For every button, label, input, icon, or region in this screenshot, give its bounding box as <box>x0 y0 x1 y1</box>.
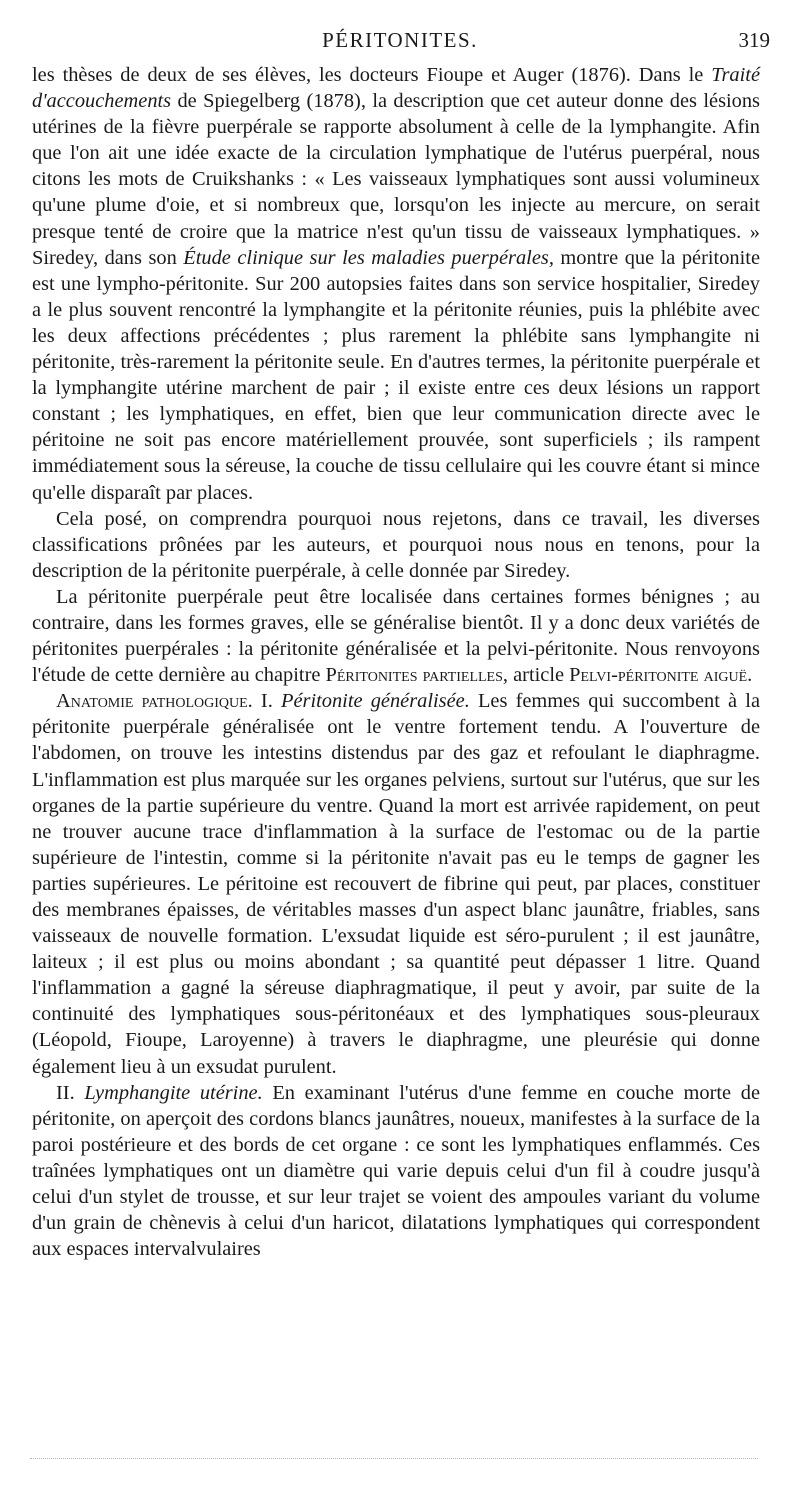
book-title-etude: Étude clinique sur les maladies puerpérales, <box>183 246 554 269</box>
paragraph-4 <box>32 688 760 1079</box>
paragraph-3-text-c: , article <box>502 664 570 687</box>
page-number: 319 <box>738 28 770 52</box>
subsection-heading-peritonite: Péritonite généralisée. <box>281 690 470 713</box>
section-heading-anatomie: Anatomie pathologique <box>56 690 248 713</box>
paragraph-1 <box>32 62 760 506</box>
paragraph-3-text-a: La péritonite puerpérale peut être localisée dans certaines formes bénignes ; au contraire, dans les formes graves, elle se généralise bientôt. Il y a donc deux variétés de péritonites puerpérales : la péritonite généralisée et la pelvi-péritonite. Nous renvoyons l'étude de cette dernière au chapitre <box>32 585 760 687</box>
body-text <box>32 62 760 1262</box>
subsection-heading-lymphangite: Lymphangite utérine. <box>84 1081 263 1104</box>
paragraph-3-text-e: . <box>747 664 753 687</box>
paragraph-5-text-c: En examinant l'utérus d'une femme en couche morte de péritonite, on aperçoit des cordons blancs jaunâtres, noueux, manifestes à la surface de la paroi postérieure et des bords de cet organe : ce sont les lymphatiques enflammés. Ces traînées lymphatiques ont un diamètre qui varie depuis celui d'un fil à coudre jusqu'à celui d'un stylet de trousse, et sur leur trajet se voient des ampoules variant du volume d'un grain de chènevis à celui d'un haricot, dilatations lymphatiques qui correspondent aux espaces intervalvulaires <box>32 1081 760 1261</box>
running-title: PÉRITONITES. <box>322 28 478 52</box>
paragraph-3 <box>32 584 760 688</box>
paragraph-1-text-a: les thèses de deux de ses élèves, les docteurs Fioupe et Auger (1876). Dans le <box>32 64 712 86</box>
paragraph-1-text-c: de Spiegelberg (1878), la description que cet auteur donne des lésions utérines de la fièvre puerpérale se rapporte absolument à celle de la lymphangite. Afin que l'on ait une idée exacte de la circulation lymphatique de l'utérus puerpéral, nous citons les mots de Cruikshanks : « Les vaisseaux lymphatiques sont aussi volumineux qu'une plume d'oie, et si nombreux que, lorsqu'on les injecte au mercure, on serait presque tenté de croire que la matrice n'est qu'un tissu de vaisseaux lymphatiques. » Siredey, dans son <box>32 90 760 269</box>
paragraph-5 <box>32 1080 760 1263</box>
paragraph-5-text-a: II. <box>56 1081 85 1104</box>
book-title-traite: Traité d'accouchements <box>32 64 760 113</box>
paragraph-2: Cela posé, on comprendra pourquoi nous rejetons, dans ce travail, les diverses classifications prônées par les auteurs, et pourquoi nous nous en tenons, pour la description de la péritonite puerpérale, à celle donnée par Siredey. <box>32 507 760 582</box>
page-bottom-rule <box>30 1458 758 1459</box>
paragraph-4-text-d: Les femmes qui succombent à la péritonite puerpérale généralisée ont le ventre fortement tendu. A l'ouverture de l'abdomen, on trouve les intestins distendus par des gaz et refoulant le diaphragme. L'inflammation est plus marquée sur les organes pelviens, surtout sur l'utérus, que sur les organes de la partie supérieure du ventre. Quand la mort est arrivée rapidement, on peut ne trouver aucune trace d'inflammation à la surface de l'estomac ou de la partie supérieure de l'intestin, comme si la péritonite n'avait pas eu le temps de gagner les parties supérieures. Le péritoine est recouvert de fibrine qui peut, par places, constituer des membranes épaisses, de véritables masses d'un aspect blanc jaunâtre, friables, sans vaisseaux de nouvelle formation. L'exsudat liquide est séro-purulent ; il est jaunâtre, laiteux ; il est plus ou moins abondant ; sa quantité peut dépasser 1 litre. Quand l'inflammation a gagné la séreuse diaphragmatique, il peut y avoir, par suite de la continuité des lymphatiques sous-péritonéaux et des lymphatiques sous-pleuraux (Léopold, Fioupe, Laroyenne) à travers le diaphragme, une pleurésie qui donne également lieu à un exsudat purulent. <box>32 690 760 1078</box>
paragraph-1-text-e: montre que la péritonite est une lympho-péritonite. Sur 200 autopsies faites dans son service hospitalier, Siredey a le plus souvent rencontré la lymphangite et la péritonite réunies, puis la phlébite avec les deux affections précédentes ; plus rarement la phlébite sans lymphangite ni péritonite, très-rarement la péritonite seule. En d'autres termes, la péritonite puerpérale et la lymphangite utérine marchent de pair ; il existe entre ces deux lésions un rapport constant ; les lymphatiques, en effet, bien que leur communication directe avec le péritoine ne soit pas encore matériellement prouvée, sont superficiels ; ils rampent immédiatement sous la séreuse, la couche de tissu cellulaire qui les couvre étant si mince qu'elle disparaît par places. <box>32 246 760 504</box>
paragraph-4-text-b: . I. <box>247 690 281 713</box>
running-header <box>30 28 770 60</box>
article-reference: Pelvi-péritonite aiguë <box>569 664 748 687</box>
chapter-reference: Péritonites partielles <box>325 664 503 687</box>
